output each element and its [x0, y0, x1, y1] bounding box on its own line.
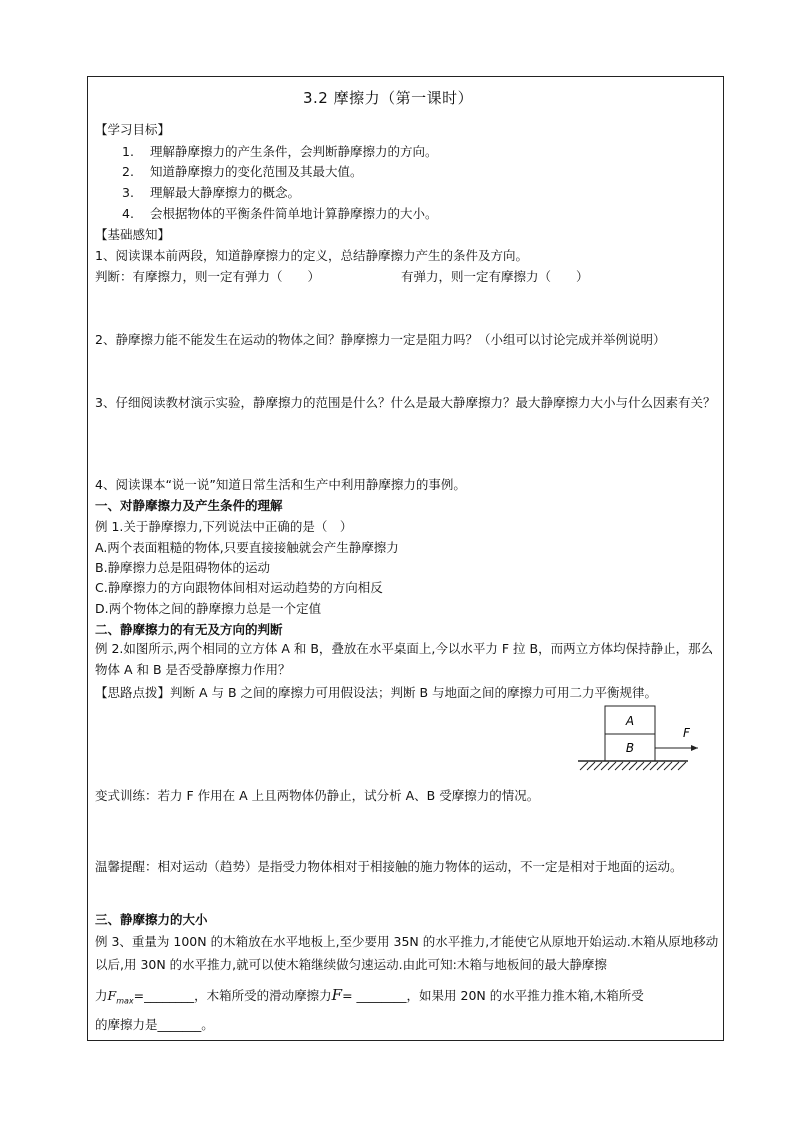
line2-end: 如果用 20N 的水平推力推木箱,木箱所受: [419, 988, 644, 1003]
question-1: 1、阅读课本前两段，知道静摩擦力的定义，总结静摩擦力产生的条件及方向。: [95, 248, 528, 263]
question-4: 4、阅读课本“说一说”知道日常生活和生产中利用静摩擦力的事例。: [95, 477, 466, 492]
objective-item: 知道静摩擦力的变化范围及其最大值。: [150, 164, 363, 179]
block-a-label: A: [625, 714, 635, 728]
page-title: 3.2 摩擦力（第一课时）: [303, 89, 474, 107]
blank-fmax: =________，: [133, 988, 207, 1003]
objectives-heading: 【学习目标】: [95, 122, 171, 137]
option-d: D.两个物体之间的静摩擦力总是一个定值: [95, 601, 322, 616]
blank-f: = ________，: [342, 988, 420, 1003]
blocks-figure: [570, 700, 710, 780]
ground-hatching: [580, 762, 686, 770]
option-b: B.静摩擦力总是阻碍物体的运动: [95, 560, 271, 575]
judge-a: 判断：有摩擦力，则一定有弹力（ ）: [95, 269, 321, 284]
line2-mid: 木箱所受的滑动摩擦力: [206, 988, 332, 1003]
objective-num: 4.: [122, 206, 134, 221]
question-2: 2、静摩擦力能不能发生在运动的物体之间？静摩擦力一定是阻力吗？（小组可以讨论完成并举例说明）: [95, 332, 666, 347]
objective-num: 1.: [122, 144, 134, 159]
objective-item: 理解最大静摩擦力的概念。: [150, 185, 301, 200]
force-label: F: [683, 726, 690, 740]
example-3-line2: [95, 987, 644, 1010]
objective-num: 2.: [122, 164, 134, 179]
fmax-subscript: max: [116, 996, 134, 1006]
basics-heading: 【基础感知】: [95, 227, 171, 242]
example-2: 例 2.如图所示,两个相同的立方体 A 和 B，叠放在水平桌面上,今以水平力 F 拉 B，而两立方体均保持静止，那么物体 A 和 B 是否受静摩擦力作用？: [95, 641, 714, 677]
objective-item: 会根据物体的平衡条件简单地计算静摩擦力的大小。: [150, 206, 438, 221]
question-3: 3、仔细阅读教材演示实验，静摩擦力的范围是什么？什么是最大静摩擦力？最大静摩擦力大小与什么因素有关？: [95, 395, 716, 410]
section-1-heading: 一、对静摩擦力及产生条件的理解: [95, 498, 283, 513]
example-1: 例 1.关于静摩擦力,下列说法中正确的是（ ）: [95, 519, 353, 534]
example-3-line3: 的摩擦力是_______。: [95, 1017, 214, 1032]
example-3: 例 3、重量为 100N 的木箱放在水平地板上,至少要用 35N 的水平推力,才能使它从原地开始运动.木箱从原地移动以后,用 30N 的水平推力,就可以使木箱继续做匀速运动.由此可知:木箱与地板间的最大静摩擦: [95, 934, 719, 972]
line2-prefix: 力: [95, 988, 108, 1003]
fmax-symbol: F: [107, 988, 117, 1003]
section-2-heading: 二、静摩擦力的有无及方向的判断: [95, 622, 283, 637]
f-symbol: F: [331, 986, 343, 1004]
objective-item: 理解静摩擦力的产生条件，会判断静摩擦力的方向。: [150, 144, 438, 159]
option-a: A.两个表面粗糙的物体,只要直接接触就会产生静摩擦力: [95, 540, 399, 555]
judge-b: 有弹力，则一定有摩擦力（ ）: [401, 269, 589, 284]
option-c: C.静摩擦力的方向跟物体间相对运动趋势的方向相反: [95, 580, 383, 595]
block-b-label: B: [625, 741, 635, 755]
force-arrow-head: [691, 745, 698, 751]
section-3-heading: 三、静摩擦力的大小: [95, 912, 208, 927]
hint: 【思路点拨】判断 A 与 B 之间的摩擦力可用假设法；判断 B 与地面之间的摩擦力可用二力平衡规律。: [95, 685, 658, 700]
objective-num: 3.: [122, 185, 134, 200]
reminder: 温馨提醒：相对运动（趋势）是指受力物体相对于相接触的施力物体的运动，不一定是相对于地面的运动。: [95, 859, 683, 874]
variant-training: 变式训练：若力 F 作用在 A 上且两物体仍静止，试分析 A、B 受摩擦力的情况。: [95, 788, 540, 803]
